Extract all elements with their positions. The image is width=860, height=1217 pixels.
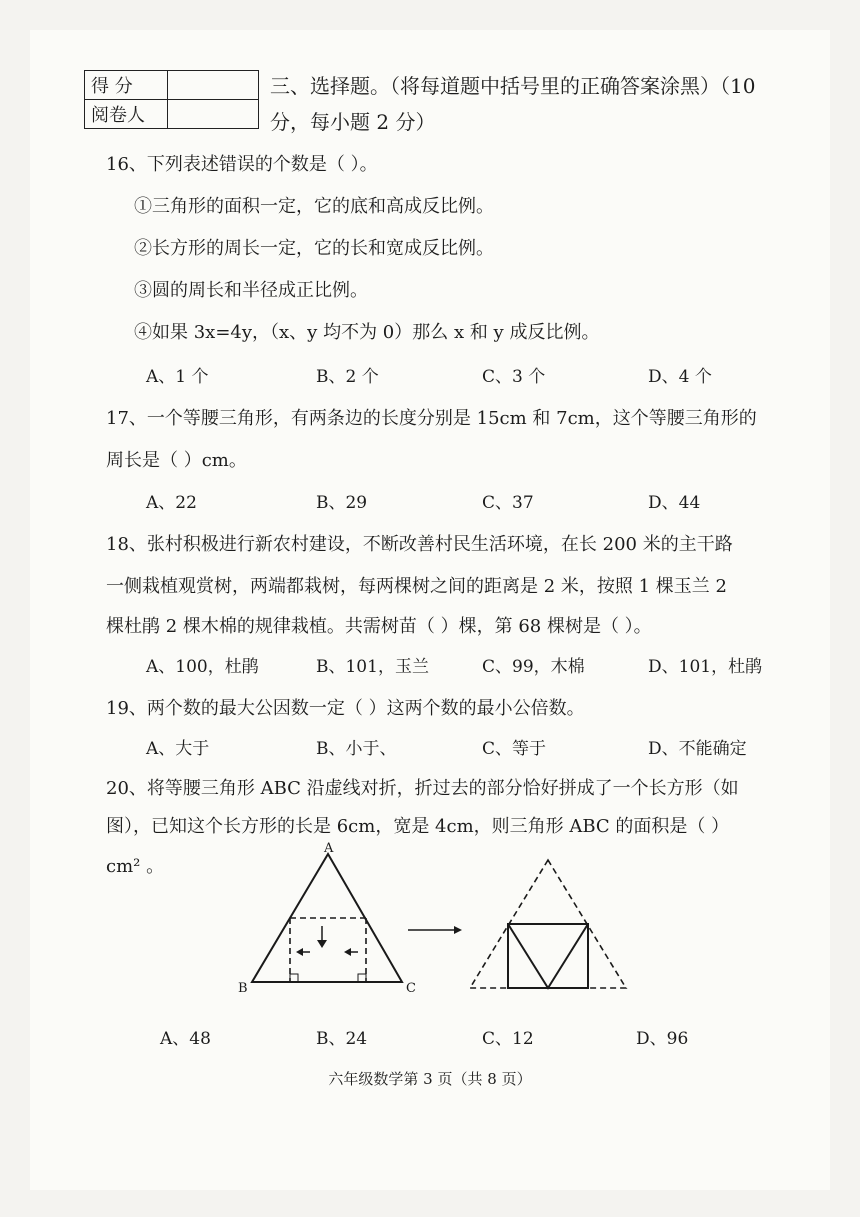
q16-option-a[interactable]: A、1 个 — [146, 367, 209, 387]
q17-option-d[interactable]: D、44 — [648, 493, 701, 513]
q19-line-1: 19、两个数的最大公因数一定（ ）这两个数的最小公倍数。 — [106, 698, 585, 719]
q19-option-d[interactable]: D、不能确定 — [648, 739, 747, 759]
q19-option-b[interactable]: B、小于、 — [316, 739, 397, 759]
section-title-line1: 三、选择题。（将每道题中括号里的正确答案涂黑）（10 — [270, 74, 756, 98]
score-cell — [168, 71, 259, 100]
q18-option-b[interactable]: B、101，玉兰 — [316, 657, 429, 677]
q20-line-1: 20、将等腰三角形 ABC 沿虚线对折，折过去的部分恰好拼成了一个长方形（如 — [106, 778, 739, 799]
q16-option-c[interactable]: C、3 个 — [482, 367, 546, 387]
q16-option-b[interactable]: B、2 个 — [316, 367, 379, 387]
q19-option-a[interactable]: A、大于 — [146, 739, 210, 759]
q17-line-2: 周长是（ ）cm。 — [106, 450, 247, 471]
q17-option-a[interactable]: A、22 — [146, 493, 197, 513]
label-b: B — [238, 981, 248, 996]
triangle-abc — [238, 841, 416, 996]
q16-statement-1: ①三角形的面积一定，它的底和高成反比例。 — [134, 196, 494, 217]
q20-line-3: cm² 。 — [106, 856, 165, 877]
section-title-line2: 分，每小题 2 分） — [270, 110, 436, 134]
folded-triangle — [470, 860, 626, 988]
section-title — [270, 68, 790, 140]
q20-option-d[interactable]: D、96 — [636, 1029, 689, 1049]
q20-option-a[interactable]: A、48 — [160, 1029, 211, 1049]
q20-option-c[interactable]: C、12 — [482, 1029, 534, 1049]
q16-statement-2: ②长方形的周长一定，它的长和宽成反比例。 — [134, 238, 494, 259]
q18-option-d[interactable]: D、101，杜鹃 — [648, 657, 763, 677]
page-footer: 六年级数学第 3 页（共 8 页） — [328, 1070, 532, 1088]
score-table — [84, 70, 259, 129]
q16-statement-3: ③圆的周长和半径成正比例。 — [134, 280, 368, 301]
grader-cell — [168, 100, 259, 129]
q16-statement-4: ④如果 3x=4y，（x、y 均不为 0）那么 x 和 y 成反比例。 — [134, 322, 600, 343]
q16-stem: 16、下列表述错误的个数是（ ）。 — [106, 154, 378, 175]
q17-line-1: 17、一个等腰三角形，有两条边的长度分别是 15cm 和 7cm，这个等腰三角形的 — [106, 408, 757, 429]
q20-figure — [230, 840, 650, 1000]
score-label: 得 分 — [85, 71, 168, 100]
q17-option-b[interactable]: B、29 — [316, 493, 368, 513]
q20-line-2: 图），已知这个长方形的长是 6cm，宽是 4cm，则三角形 ABC 的面积是（ ） — [106, 816, 730, 837]
label-c: C — [406, 981, 416, 996]
q18-line-3: 棵杜鹃 2 棵木棉的规律栽植。共需树苗（ ）棵，第 68 棵树是（ ）。 — [106, 616, 652, 637]
grader-label: 阅卷人 — [85, 100, 168, 129]
q18-option-c[interactable]: C、99，木棉 — [482, 657, 585, 677]
q16-option-d[interactable]: D、4 个 — [648, 367, 712, 387]
label-a: A — [324, 841, 334, 856]
q18-line-1: 18、张村积极进行新农村建设，不断改善村民生活环境，在长 200 米的主干路 — [106, 534, 733, 555]
q18-line-2: 一侧栽植观赏树，两端都栽树，每两棵树之间的距离是 2 米，按照 1 棵玉兰 2 — [106, 576, 727, 597]
q18-option-a[interactable]: A、100，杜鹃 — [146, 657, 259, 677]
q19-option-c[interactable]: C、等于 — [482, 739, 547, 759]
transform-arrow — [408, 926, 462, 934]
q17-option-c[interactable]: C、37 — [482, 493, 534, 513]
q20-option-b[interactable]: B、24 — [316, 1029, 368, 1049]
